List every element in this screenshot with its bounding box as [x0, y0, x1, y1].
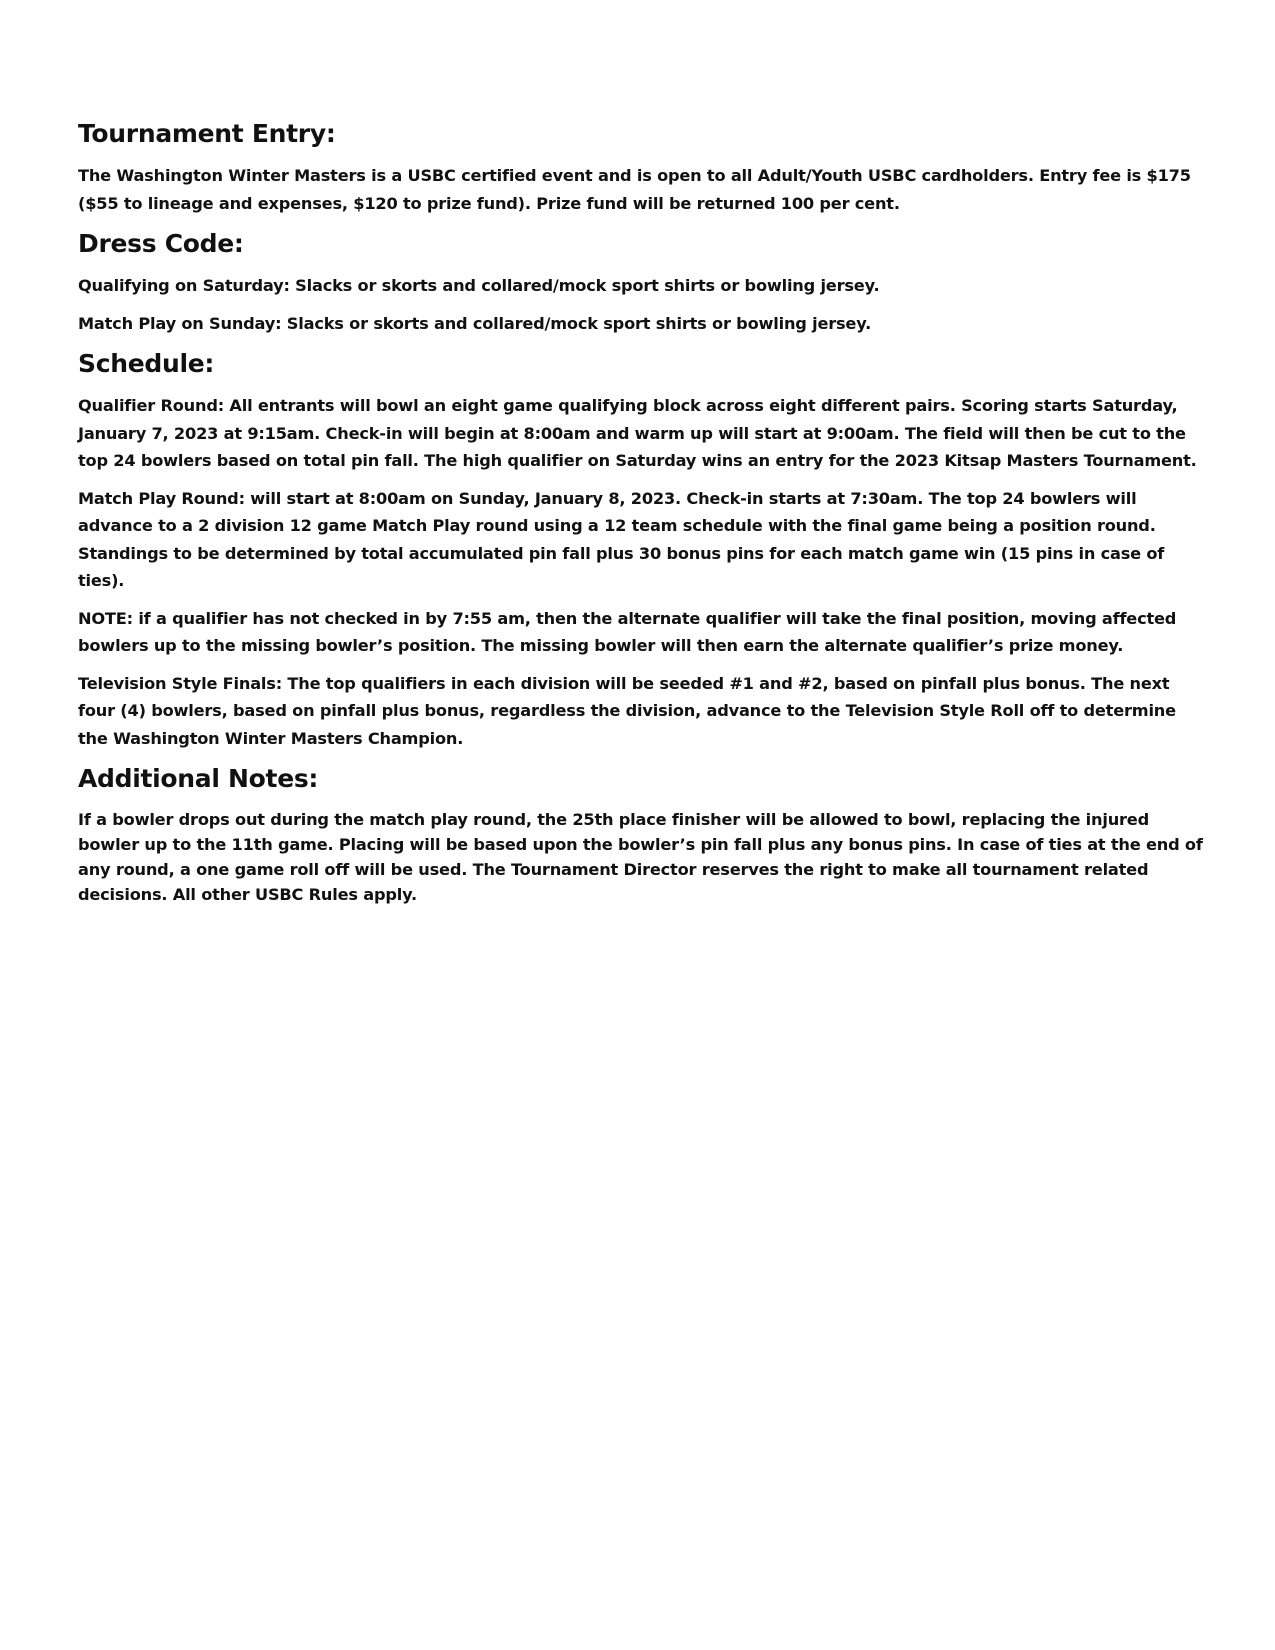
qualifier-round-paragraph: Qualifier Round: All entrants will bowl an eight game qualifying block across eight different pairs. Scoring starts Saturday, January 7, 2023 at 9:15am. Check-in will begin at 8:00am and warm up will start at 9:00am. The field will then be cut to the top 24 bowlers based on total pin fall. The high qualifier on Saturday wins an entry for the 2023 Kitsap Masters Tournament. [78, 396, 1197, 470]
note-paragraph: NOTE: if a qualifier has not checked in by 7:55 am, then the alternate qualifier will take the final position, moving affected bowlers up to the missing bowler’s position. The missing bowler will then earn the alternate qualifier’s prize money. [78, 608, 1177, 655]
tournament-entry-heading: Tournament Entry: [78, 119, 336, 148]
additional-notes-paragraph: If a bowler drops out during the match play round, the 25th place finisher will be allowed to bowl, replacing the injured bowler up to the 11th game. Placing will be based upon the bowler’s pin fall plus any bonus pins. In case of ties at the end of any round, a one game roll off will be used. The Tournament Director reserves the right to make all tournament related decisions. All other USBC Rules apply. [78, 810, 1203, 904]
tournament-entry-paragraph: The Washington Winter Masters is a USBC certified event and is open to all Adult/Youth USBC cardholders. Entry fee is $175 ($55 to lineage and expenses, $120 to prize fund). Prize fund will be returned 100 per cent. [78, 166, 1191, 213]
television-finals-paragraph: Television Style Finals: The top qualifiers in each division will be seeded #1 and #2, based on pinfall plus bonus. The next four (4) bowlers, based on pinfall plus bonus, regardless the division, advance to the Television Style Roll off to determine the Washington Winter Masters Champion. [78, 673, 1176, 748]
dress-code-sunday-paragraph: Match Play on Sunday: Slacks or skorts and collared/mock sport shirts or bowling jersey. [78, 313, 872, 333]
match-play-round-paragraph: Match Play Round: will start at 8:00am on Sunday, January 8, 2023. Check-in starts at 7:30am. The top 24 bowlers will advance to a 2 division 12 game Match Play round using a 12 team schedule with the final game being a position round. Standings to be determined by total accumulated pin fall plus 30 bonus pins for each match game win (15 pins in case of ties). [78, 488, 1165, 590]
additional-notes-heading: Additional Notes: [78, 764, 319, 793]
dress-code-saturday-paragraph: Qualifying on Saturday: Slacks or skorts and collared/mock sport shirts or bowling jersey. [78, 276, 880, 295]
schedule-heading: Schedule: [78, 349, 215, 378]
document-page [78, 118, 1208, 907]
dress-code-heading: Dress Code: [78, 229, 244, 258]
